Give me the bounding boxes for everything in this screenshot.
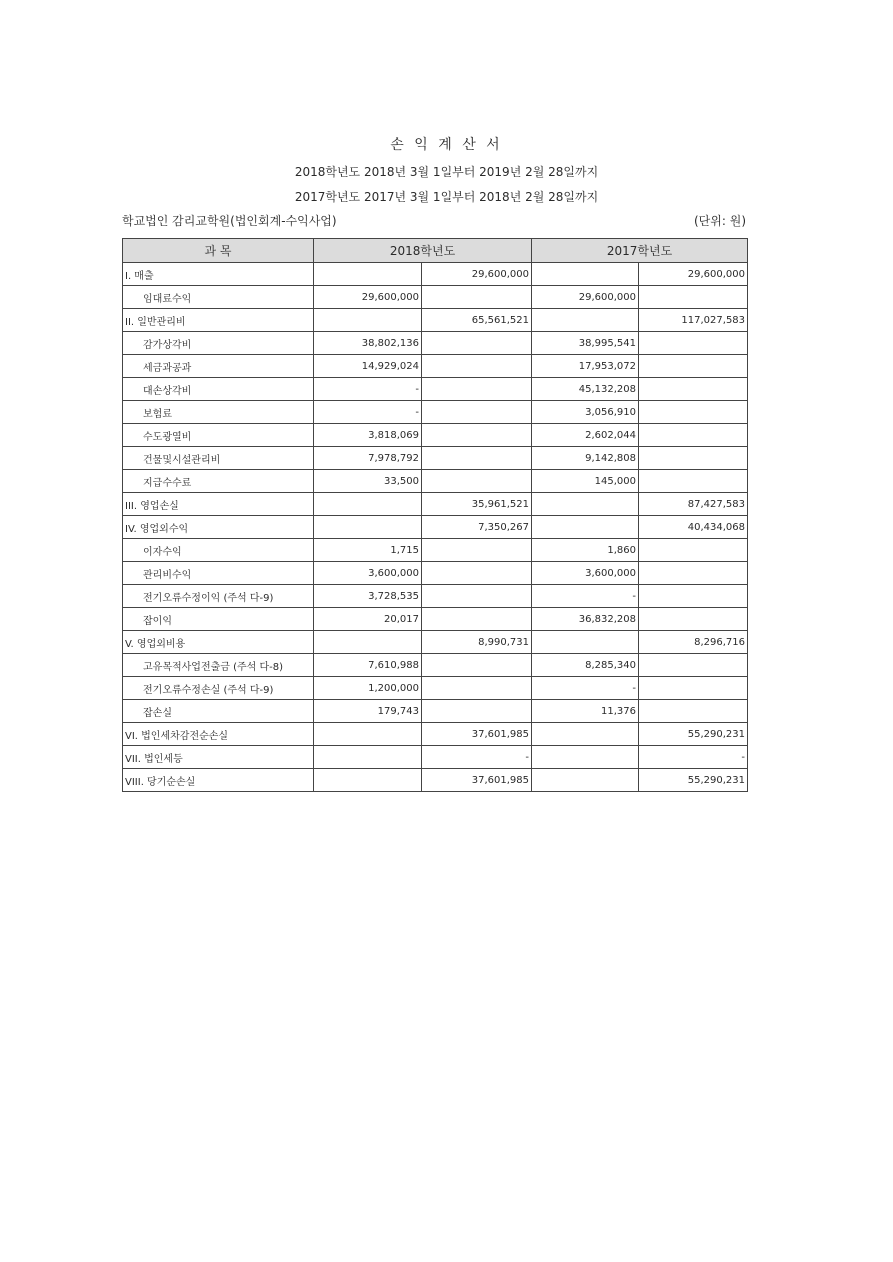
account-label: 임대료수익 [123, 286, 314, 309]
current-total-cell [422, 654, 532, 677]
current-detail-cell: - [314, 378, 422, 401]
table-row [123, 516, 748, 539]
table-header-row [123, 239, 748, 263]
prior-total-cell: 87,427,583 [639, 493, 748, 516]
current-total-cell: 8,990,731 [422, 631, 532, 654]
account-label: 수도광열비 [123, 424, 314, 447]
account-label: 감가상각비 [123, 332, 314, 355]
prior-detail-cell [532, 631, 639, 654]
prior-detail-cell: - [532, 585, 639, 608]
account-label: II. 일반관리비 [123, 309, 314, 332]
table-row [123, 631, 748, 654]
current-total-cell [422, 355, 532, 378]
period-prior: 2017학년도 2017년 3월 1일부터 2018년 2월 28일까지 [294, 190, 599, 204]
current-detail-cell [314, 631, 422, 654]
table-row [123, 401, 748, 424]
current-detail-cell: 1,715 [314, 539, 422, 562]
prior-detail-cell: 11,376 [532, 700, 639, 723]
table-row [123, 309, 748, 332]
current-detail-cell [314, 723, 422, 746]
current-total-cell: 65,561,521 [422, 309, 532, 332]
current-total-cell [422, 677, 532, 700]
account-label: V. 영업외비용 [123, 631, 314, 654]
current-total-cell [422, 585, 532, 608]
account-label: 관리비수익 [123, 562, 314, 585]
prior-detail-cell: 29,600,000 [532, 286, 639, 309]
current-detail-cell: 3,728,535 [314, 585, 422, 608]
account-label: I. 매출 [123, 263, 314, 286]
current-total-cell: 29,600,000 [422, 263, 532, 286]
current-detail-cell: 7,978,792 [314, 447, 422, 470]
prior-detail-cell: 2,602,044 [532, 424, 639, 447]
table-row [123, 562, 748, 585]
account-label: 이자수익 [123, 539, 314, 562]
prior-total-cell [639, 378, 748, 401]
current-detail-cell [314, 769, 422, 792]
prior-detail-cell: 36,832,208 [532, 608, 639, 631]
prior-total-cell [639, 700, 748, 723]
prior-detail-cell [532, 309, 639, 332]
account-label: IV. 영업외수익 [123, 516, 314, 539]
account-label: 세금과공과 [123, 355, 314, 378]
prior-detail-cell: 38,995,541 [532, 332, 639, 355]
table-row [123, 447, 748, 470]
prior-total-cell [639, 447, 748, 470]
account-label: 고유목적사업전출금 (주석 다-8) [123, 654, 314, 677]
account-label: 전기오류수정손실 (주석 다-9) [123, 677, 314, 700]
current-total-cell [422, 332, 532, 355]
prior-detail-cell [532, 746, 639, 769]
income-statement-table [122, 238, 748, 792]
table-row [123, 769, 748, 792]
current-detail-cell: 3,818,069 [314, 424, 422, 447]
prior-total-cell [639, 401, 748, 424]
current-total-cell [422, 700, 532, 723]
prior-detail-cell: 17,953,072 [532, 355, 639, 378]
current-total-cell [422, 562, 532, 585]
current-total-cell [422, 539, 532, 562]
account-label: 대손상각비 [123, 378, 314, 401]
current-total-cell [422, 608, 532, 631]
prior-total-cell: 8,296,716 [639, 631, 748, 654]
current-detail-cell: 33,500 [314, 470, 422, 493]
account-label: VII. 법인세등 [123, 746, 314, 769]
prior-total-cell [639, 355, 748, 378]
current-detail-cell: 1,200,000 [314, 677, 422, 700]
prior-total-cell [639, 424, 748, 447]
current-total-cell: 37,601,985 [422, 723, 532, 746]
current-total-cell [422, 378, 532, 401]
current-detail-cell: 3,600,000 [314, 562, 422, 585]
prior-total-cell [639, 654, 748, 677]
prior-total-cell [639, 470, 748, 493]
account-label: 지급수수료 [123, 470, 314, 493]
table-row [123, 608, 748, 631]
header-prior-year: 2017학년도 [532, 239, 748, 263]
prior-total-cell [639, 562, 748, 585]
prior-detail-cell [532, 516, 639, 539]
current-detail-cell: 14,929,024 [314, 355, 422, 378]
prior-total-cell [639, 677, 748, 700]
table-row [123, 263, 748, 286]
current-total-cell [422, 447, 532, 470]
account-label: 잡손실 [123, 700, 314, 723]
prior-detail-cell [532, 263, 639, 286]
current-total-cell [422, 424, 532, 447]
prior-detail-cell: 3,600,000 [532, 562, 639, 585]
current-detail-cell [314, 746, 422, 769]
table-row [123, 332, 748, 355]
table-row [123, 700, 748, 723]
period-current: 2018학년도 2018년 3월 1일부터 2019년 2월 28일까지 [294, 165, 599, 179]
prior-total-cell: 40,434,068 [639, 516, 748, 539]
prior-detail-cell: 1,860 [532, 539, 639, 562]
table-row [123, 539, 748, 562]
prior-total-cell [639, 539, 748, 562]
current-total-cell [422, 401, 532, 424]
table-row [123, 470, 748, 493]
table-row [123, 493, 748, 516]
prior-total-cell: 29,600,000 [639, 263, 748, 286]
account-label: III. 영업손실 [123, 493, 314, 516]
prior-detail-cell: 145,000 [532, 470, 639, 493]
current-detail-cell: 29,600,000 [314, 286, 422, 309]
prior-total-cell: 55,290,231 [639, 723, 748, 746]
table-row [123, 378, 748, 401]
current-detail-cell [314, 516, 422, 539]
current-total-cell: 37,601,985 [422, 769, 532, 792]
current-total-cell [422, 286, 532, 309]
prior-total-cell: - [639, 746, 748, 769]
prior-total-cell [639, 286, 748, 309]
current-total-cell: 7,350,267 [422, 516, 532, 539]
header-current-year: 2018학년도 [314, 239, 532, 263]
prior-total-cell [639, 585, 748, 608]
prior-total-cell [639, 608, 748, 631]
current-detail-cell [314, 493, 422, 516]
current-detail-cell: 179,743 [314, 700, 422, 723]
prior-detail-cell: 8,285,340 [532, 654, 639, 677]
account-label: 잡이익 [123, 608, 314, 631]
prior-detail-cell: - [532, 677, 639, 700]
prior-total-cell [639, 332, 748, 355]
unit-label: (단위: 원) [694, 214, 746, 228]
prior-detail-cell [532, 493, 639, 516]
table-row [123, 746, 748, 769]
prior-detail-cell: 9,142,808 [532, 447, 639, 470]
current-detail-cell: 20,017 [314, 608, 422, 631]
prior-total-cell: 55,290,231 [639, 769, 748, 792]
account-label: 보험료 [123, 401, 314, 424]
account-label: VIII. 당기순손실 [123, 769, 314, 792]
entity-name: 학교법인 감리교학원(법인회계-수익사업) [122, 214, 337, 228]
prior-total-cell: 117,027,583 [639, 309, 748, 332]
current-total-cell: 35,961,521 [422, 493, 532, 516]
prior-detail-cell [532, 769, 639, 792]
prior-detail-cell: 3,056,910 [532, 401, 639, 424]
prior-detail-cell [532, 723, 639, 746]
prior-detail-cell: 45,132,208 [532, 378, 639, 401]
table-row [123, 677, 748, 700]
account-label: 전기오류수정이익 (주석 다-9) [123, 585, 314, 608]
account-label: VI. 법인세차감전순손실 [123, 723, 314, 746]
current-detail-cell: 7,610,988 [314, 654, 422, 677]
statement-title: 손 익 계 산 서 [390, 137, 503, 153]
table-row [123, 585, 748, 608]
current-detail-cell: 38,802,136 [314, 332, 422, 355]
table-row [123, 424, 748, 447]
table-row [123, 355, 748, 378]
current-total-cell: - [422, 746, 532, 769]
current-detail-cell [314, 309, 422, 332]
current-detail-cell [314, 263, 422, 286]
current-total-cell [422, 470, 532, 493]
header-subject: 과 목 [123, 239, 314, 263]
account-label: 건물및시설관리비 [123, 447, 314, 470]
table-row [123, 286, 748, 309]
table-row [123, 654, 748, 677]
table-row [123, 723, 748, 746]
current-detail-cell: - [314, 401, 422, 424]
